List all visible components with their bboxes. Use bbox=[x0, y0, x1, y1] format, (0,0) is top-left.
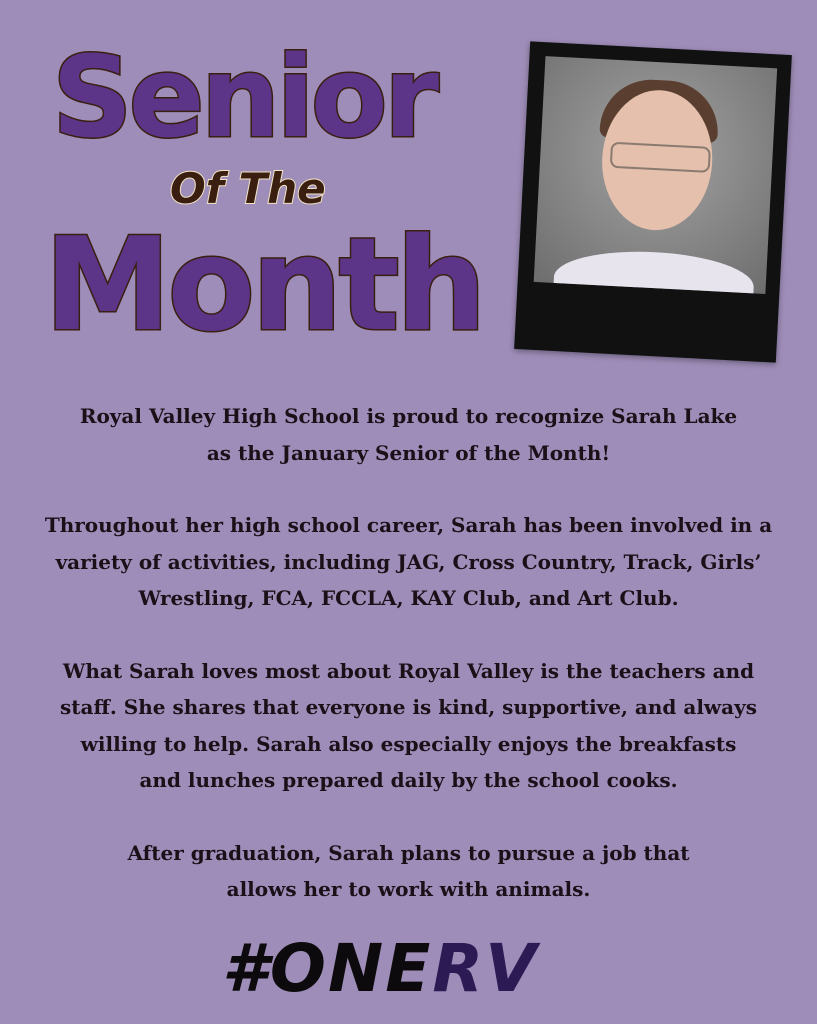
text-line: Royal Valley High School is proud to recognize Sarah Lake bbox=[79, 404, 738, 428]
text-line: Wrestling, FCA, FCCLA, KAY Club, and Art Club. bbox=[138, 586, 679, 610]
title-senior: Senior bbox=[52, 33, 435, 163]
text-line: variety of activities, including JAG, Cross Country, Track, Girls’ bbox=[55, 549, 762, 574]
text-line: allows her to work with animals. bbox=[226, 877, 591, 901]
text-line: Throughout her high school career, Sarah has been involved in a bbox=[44, 513, 773, 537]
photo-shirt bbox=[552, 247, 755, 294]
text-line: staff. She shares that everyone is kind, supportive, and always bbox=[60, 695, 757, 719]
title-of-the: Of The bbox=[170, 164, 326, 213]
text-line: as the January Senior of the Month! bbox=[206, 440, 611, 465]
student-photo-frame bbox=[514, 41, 792, 362]
student-photo bbox=[534, 56, 778, 294]
paragraph-intro bbox=[0, 398, 817, 471]
photo-glasses bbox=[610, 142, 711, 173]
announcement-text bbox=[0, 398, 817, 944]
text-line: After graduation, Sarah plans to pursue a job that bbox=[127, 840, 690, 865]
hashtag-rv: RV bbox=[432, 930, 539, 1007]
paragraph-plans bbox=[0, 835, 817, 908]
text-line: and lunches prepared daily by the school cooks. bbox=[139, 768, 678, 792]
text-line: willing to help. Sarah also especially enjoys the breakfasts bbox=[80, 731, 737, 756]
title-month: Month bbox=[44, 211, 483, 360]
text-line: What Sarah loves most about Royal Valley is the teachers and bbox=[62, 658, 755, 683]
hashtag-onerv bbox=[222, 930, 538, 1007]
hashtag-one: #ONE bbox=[222, 930, 433, 1007]
paragraph-activities bbox=[0, 507, 817, 617]
paragraph-favorites bbox=[0, 653, 817, 799]
